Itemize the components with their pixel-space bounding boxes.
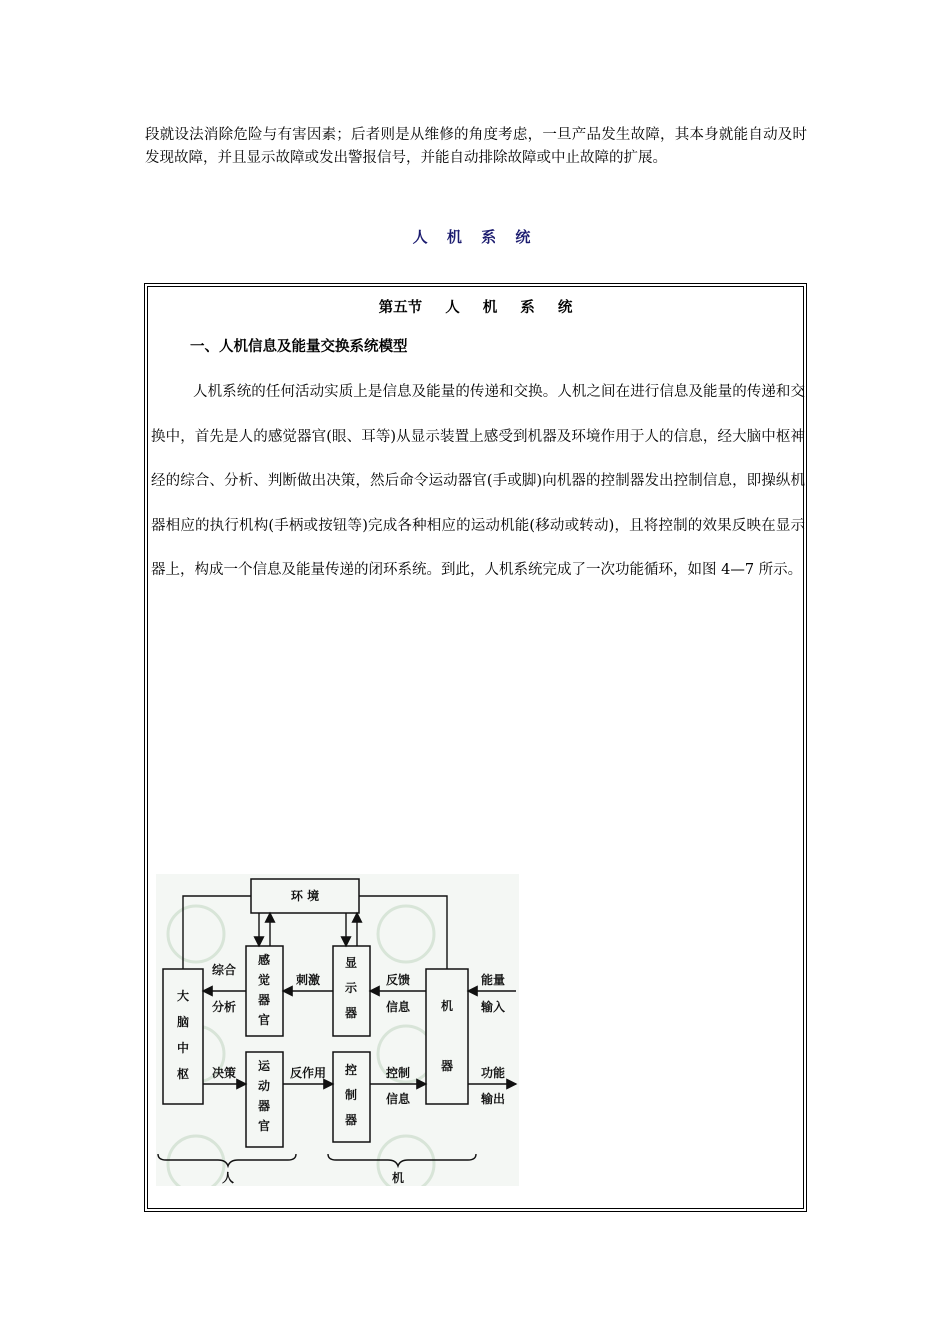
brain-label-char: 枢 xyxy=(176,1067,190,1081)
display-label-char: 器 xyxy=(344,1006,358,1020)
brain-label-char: 脑 xyxy=(176,1015,190,1029)
input-label: 输入 xyxy=(480,1000,506,1014)
body-paragraph: 人机系统的任何活动实质上是信息及能量的传递和交换。人机之间在进行信息及能量的传递和交换中，首先是人的感觉器官(眼、耳等)从显示装置上感受到机器及环境作用于人的信息，经大脑中枢神经的综合、分析、判断做出决策，然后命令运动器官(手或脚)向机器的控制器发出控制信息，即操纵机器相应的执行机构(手柄或按钮等)完成各种相应的运动机能(移动或转动)，且将控制的效果反映在显示器上，构成一个信息及能量传递的闭环系统。到此，人机系统完成了一次功能循环，如图 4—7 所示。 xyxy=(151,384,805,578)
analysis-label: 分析 xyxy=(211,1000,237,1014)
sense-label-char: 觉 xyxy=(257,973,271,987)
content-box-inner-border xyxy=(147,286,804,1209)
control-label: 控制 xyxy=(385,1066,411,1080)
display-label-char: 显 xyxy=(344,956,358,970)
watermark-logo xyxy=(168,906,434,1186)
brain-label-char: 大 xyxy=(176,989,190,1003)
feedback-info-label: 信息 xyxy=(385,1000,411,1014)
stimulus-label: 刺激 xyxy=(295,973,321,987)
sense-label-char: 器 xyxy=(257,993,271,1007)
controller-label-char: 制 xyxy=(344,1088,358,1102)
synthesis-label: 综合 xyxy=(211,963,237,977)
section-title: 人 机 系 统 xyxy=(412,228,538,246)
decision-label: 决策 xyxy=(211,1066,237,1080)
reaction-label: 反作用 xyxy=(289,1066,327,1080)
human-group-label: 人 xyxy=(221,1171,235,1185)
motor-label-char: 官 xyxy=(257,1119,271,1133)
energy-label: 能量 xyxy=(480,973,506,987)
human-machine-diagram xyxy=(156,874,519,1186)
sense-label-char: 感 xyxy=(257,953,271,967)
section-heading: 第五节 人 机 系 统 xyxy=(378,300,573,316)
control-info-label: 信息 xyxy=(385,1092,411,1106)
motor-label-char: 运 xyxy=(257,1059,271,1073)
machine-box xyxy=(426,969,468,1104)
output-label: 输出 xyxy=(480,1092,506,1106)
environment-label: 环 境 xyxy=(290,889,320,903)
feedback-label: 反馈 xyxy=(385,973,411,987)
function-label: 功能 xyxy=(480,1066,506,1080)
machine-label-char: 器 xyxy=(440,1059,454,1073)
machine-brace xyxy=(328,1154,476,1166)
display-label-char: 示 xyxy=(344,981,358,995)
intro-paragraph: 段就设法消除危险与有害因素；后者则是从维修的角度考虑，一旦产品发生故障，其本身就能自动及时发现故障，并且显示故障或发出警报信号，并能自动排除故障或中止故障的扩展。 xyxy=(145,127,807,166)
content-box xyxy=(144,283,807,1212)
machine-label-char: 机 xyxy=(440,999,454,1013)
controller-label-char: 器 xyxy=(344,1113,358,1127)
sense-label-char: 官 xyxy=(257,1013,271,1027)
subsection-heading: 一、人机信息及能量交换系统模型 xyxy=(190,339,408,355)
motor-label-char: 动 xyxy=(257,1079,271,1093)
motor-label-char: 器 xyxy=(257,1099,271,1113)
human-brace xyxy=(158,1154,296,1166)
brain-label-char: 中 xyxy=(176,1041,190,1055)
controller-label-char: 控 xyxy=(344,1063,358,1077)
machine-group-label: 机 xyxy=(391,1171,405,1185)
